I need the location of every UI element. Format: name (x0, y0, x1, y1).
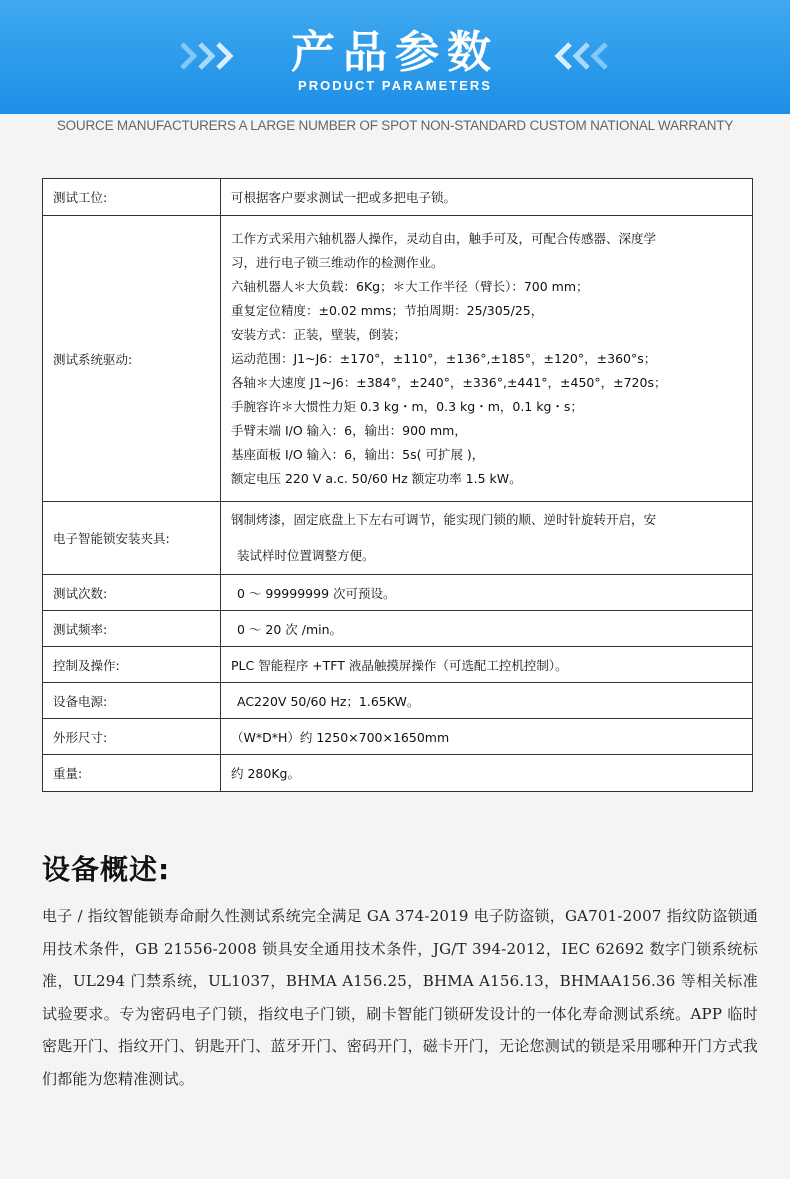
drive-line: 习，进行电子锁三维动作的检测作业。 (231, 254, 444, 270)
table-row (43, 755, 753, 792)
overview-body: 电子 / 指纹智能锁寿命耐久性测试系统完全满足 GA 374-2019 电子防盗锁，GA701-2007 指纹防盗锁通用技术条件，GB 21556-2008 锁具安全通用技术条件，JG/T 394-2012，IEC 62692 数字门锁系统标准，UL294 门禁系统，UL1037，BHMA A156.25，BHMA A156.13，BHMAA156.36 等相关标准试验要求。专为密码电子门锁，指纹电子门锁，刷卡智能门锁研发设计的一体化寿命测试系统。APP 临时密匙开门、指纹开门、钥匙开门、蓝牙开门、密码开门，磁卡开门，无论您测试的锁是采用哪种开门方式我们都能为您精准测试。 (42, 907, 758, 1088)
table-row (43, 719, 753, 755)
table-row (43, 683, 753, 719)
param-label: 设备电源: (43, 683, 221, 719)
tagline: SOURCE MANUFACTURERS A LARGE NUMBER OF SPOT NON-STANDARD CUSTOM NATIONAL WARRANTY (56, 118, 734, 133)
table-row (43, 502, 753, 575)
fixture-line: 钢制烤漆，固定底盘上下左右可调节，能实现门锁的顺、逆时针旋转开启，安 (231, 512, 657, 527)
param-label: 电子智能锁安装夹具: (43, 502, 221, 575)
param-label: 外形尺寸: (43, 719, 221, 755)
param-value: （W*D*H）约 1250×700×1650mm (221, 719, 753, 755)
param-label: 测试系统驱动: (43, 216, 221, 502)
drive-line: 重复定位精度：±0.02 mms；节拍周期：25/305/25， (231, 302, 544, 318)
table-row (43, 647, 753, 683)
fixture-line: 装试样时位置调整方便。 (237, 548, 375, 563)
drive-line: 安装方式：正装，壁装，倒装； (231, 326, 407, 342)
param-value: AC220V 50/60 Hz；1.65KW。 (221, 683, 753, 719)
drive-line: 工作方式采用六轴机器人操作，灵动自由，触手可及，可配合传感器、深度学 (231, 230, 657, 246)
param-label: 重量: (43, 755, 221, 792)
drive-line: 手腕容许＊大惯性力矩 0.3 kg・m，0.3 kg・m，0.1 kg・s； (231, 398, 583, 414)
drive-line: 手臂末端 I/O 输入：6，输出：900 mm， (231, 422, 467, 438)
param-value: 约 280Kg。 (221, 755, 753, 792)
param-value: PLC 智能程序 +TFT 液晶触摸屏操作（可选配工控机控制）。 (221, 647, 753, 683)
chevrons-left-icon (548, 38, 610, 74)
header-banner (0, 0, 790, 114)
table-row (43, 611, 753, 647)
drive-line: 各轴＊大速度 J1~J6：±384°，±240°，±336°,±441°，±450°，±720s； (231, 374, 667, 390)
parameters-table (42, 178, 753, 792)
param-value: 0 ～ 20 次 /min。 (221, 611, 753, 647)
param-label: 测试工位: (43, 179, 221, 216)
param-value: 可根据客户要求测试一把或多把电子锁。 (221, 179, 753, 216)
param-value (221, 216, 753, 502)
drive-line: 六轴机器人＊大负载：6Kg；＊大工作半径（臂长）：700 mm； (231, 278, 589, 294)
table-row (43, 179, 753, 216)
param-label: 测试次数: (43, 575, 221, 611)
param-label: 测试频率: (43, 611, 221, 647)
drive-line: 运动范围：J1~J6：±170°，±110°，±136°,±185°，±120°，±360°s； (231, 350, 657, 366)
table-row (43, 575, 753, 611)
drive-line: 额定电压 220 V a.c. 50/60 Hz 额定功率 1.5 kW。 (231, 470, 522, 486)
table-row (43, 216, 753, 502)
param-value (221, 502, 753, 575)
banner-title: 产品参数 (291, 27, 499, 78)
param-value: 0 ～ 99999999 次可预设。 (221, 575, 753, 611)
drive-line: 基座面板 I/O 输入：6，输出：5s( 可扩展 )， (231, 446, 485, 462)
banner-subtitle: PRODUCT PARAMETERS (298, 78, 492, 93)
overview-title: 设备概述: (42, 853, 171, 886)
param-label: 控制及操作: (43, 647, 221, 683)
